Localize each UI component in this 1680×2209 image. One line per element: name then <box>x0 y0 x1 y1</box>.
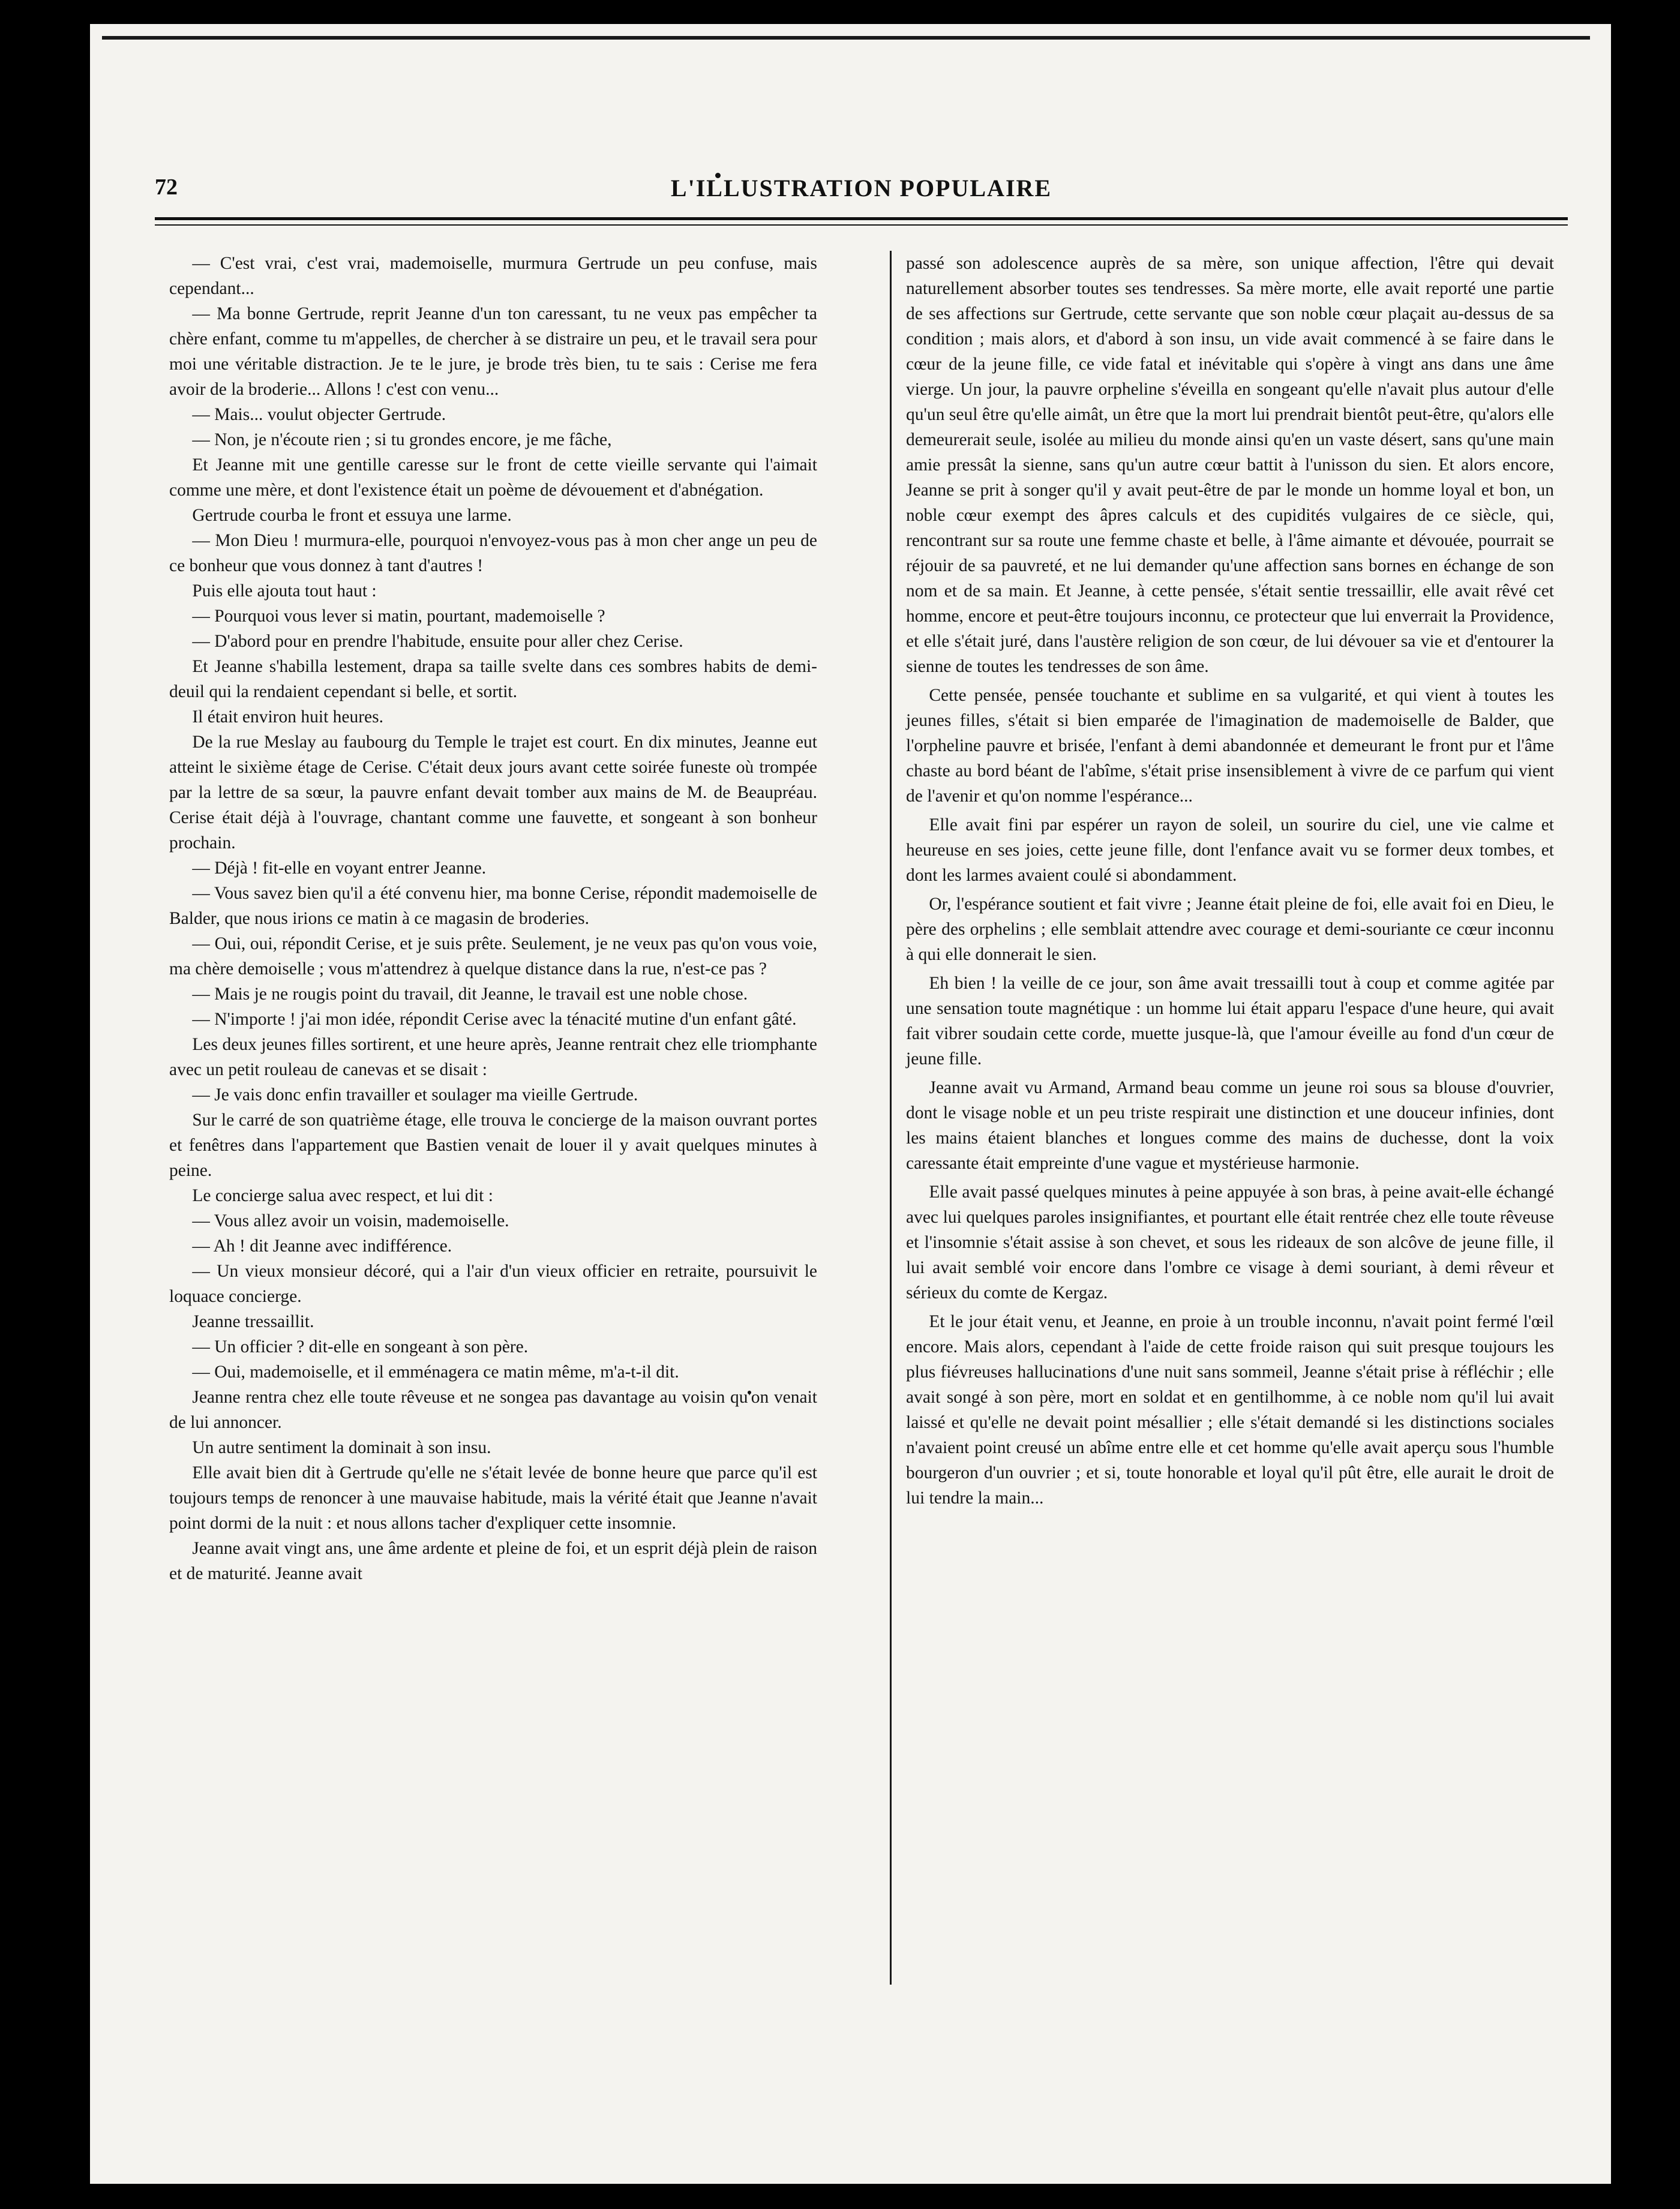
paragraph: passé son adolescence auprès de sa mère, son unique affection, l'être qui devait naturellement absorber toutes ses tendresses. Sa mère morte, elle avait reporté une partie de ses affections sur Gertrude, cette servante que son noble cœur plaçait au-dessus de sa condition ; mais alors, et d'abord à son insu, un vide avait commencé à se faire dans le cœur de la jeune fille, ce vide fatal et inévitable qui s'opère à vingt ans dans une âme vierge. Un jour, la pauvre orpheline s'éveilla en songeant qu'elle n'avait plus autour d'elle qu'un seul être qu'elle aimât, un être que la mort lui prendrait bientôt peut-être, qu'alors elle demeurerait seule, isolée au milieu du monde ainsi qu'en un vaste désert, sans qu'une main amie pressât la sienne, sans qu'un autre cœur battit à l'unisson du sien. Et alors encore, Jeanne se prit à songer qu'il y avait peut-être de par le monde un homme loyal et bon, un noble cœur exempt des âpres calculs et des cupidités vulgaires de ce siècle, qui, rencontrant sur sa route une femme chaste et belle, à l'âme aimante et dévouée, pourrait se réjouir de sa pauvreté, et ne lui demander qu'une affection sans bornes en échange de son nom et de sa main. Et Jeanne, à cette pensée, s'était sentie tressaillir, elle avait rêvé cet homme, encore et peut-être toujours inconnu, ce protecteur que lui enverrait la Providence, et elle s'était juré, dans l'austère religion de son cœur, de lui dévouer sa vie et d'entourer la sienne de toutes les tendresses de son âme. <box>906 254 1554 676</box>
paragraph: — Non, je n'écoute rien ; si tu grondes encore, je me fâche, <box>192 430 612 449</box>
paragraph: Jeanne tressaillit. <box>192 1312 314 1331</box>
paragraph: Il était environ huit heures. <box>192 707 384 727</box>
paragraph: Puis elle ajouta tout haut : <box>192 581 377 601</box>
paragraph: Les deux jeunes filles sortirent, et une heure après, Jeanne rentrait chez elle triomphante avec un petit rouleau de canevas et se disait : <box>169 1035 817 1079</box>
paragraph: — C'est vrai, c'est vrai, mademoiselle, murmura Gertrude un peu confuse, mais cependant... <box>169 254 817 298</box>
paragraph: — N'importe ! j'ai mon idée, répondit Cerise avec la ténacité mutine d'un enfant gâté. <box>192 1010 797 1029</box>
column-divider <box>890 251 892 1985</box>
paragraph: Eh bien ! la veille de ce jour, son âme avait tressailli tout à coup et comme agitée par une sensation toute magnétique : un homme lui était apparu l'espace d'une heure, qui avait fait vibrer soudain cette corde, muette jusque-là, que l'amour éveille au fond d'un cœur de jeune fille. <box>906 974 1554 1069</box>
paragraph: Jeanne rentra chez elle toute rêveuse et ne songea pas davantage au voisin qu'on venait de lui annoncer. <box>169 1388 817 1432</box>
paragraph: — Déjà ! fit-elle en voyant entrer Jeanne. <box>192 859 487 878</box>
paragraph: — Mais... voulut objecter Gertrude. <box>192 405 446 424</box>
paragraph: Et Jeanne s'habilla lestement, drapa sa taille svelte dans ces sombres habits de demi-deuil qui la rendaient cependant si belle, et sortit. <box>169 657 817 701</box>
newspaper-page <box>90 24 1611 2184</box>
paragraph: Et Jeanne mit une gentille caresse sur le front de cette vieille servante qui l'aimait comme une mère, et dont l'existence était un poème de dévouement et d'abnégation. <box>169 455 817 500</box>
paragraph: — Un vieux monsieur décoré, qui a l'air d'un vieux officier en retraite, poursuivit le loquace concierge. <box>169 1262 817 1306</box>
page-header <box>155 174 1568 210</box>
right-column <box>906 251 1554 1511</box>
paragraph: — Mais je ne rougis point du travail, dit Jeanne, le travail est une noble chose. <box>192 985 748 1004</box>
paragraph: — Pourquoi vous lever si matin, pourtant, mademoiselle ? <box>192 607 605 626</box>
paragraph: Elle avait fini par espérer un rayon de soleil, un sourire du ciel, une vie calme et heureuse en ses joies, cette jeune fille, dont l'enfance avait vu se former deux tombes, et dont les larmes avaient coulé si abondamment. <box>906 815 1554 885</box>
paragraph: — Je vais donc enfin travailler et soulager ma vieille Gertrude. <box>192 1085 638 1104</box>
left-column <box>169 251 817 1586</box>
header-rule-thin <box>155 224 1568 226</box>
paragraph: Or, l'espérance soutient et fait vivre ; Jeanne était pleine de foi, elle avait foi en Dieu, le père des orphelins ; elle semblait attendre avec courage et demi-souriante ce cœur inconnu à qui elle donnerait le sien. <box>906 895 1554 964</box>
paragraph: Et le jour était venu, et Jeanne, en proie à un trouble inconnu, n'avait point fermé l'œil encore. Mais alors, cependant à l'aide de cette froide raison qui suit presque toujours les plus fiévreuses hallucinations d'une nuit sans sommeil, Jeanne s'était prise à réfléchir ; elle avait songé à son père, mort en soldat et en gentilhomme, à ce noble nom qu'il lui avait laissé et qu'elle ne devait point mésallier ; elle s'était demandé si les distinctions sociales n'avaient point creusé un abîme entre elle et cet homme qu'elle avait aperçu sous l'humble bourgeron d'un ouvrier ; et si, toute honorable et loyal qu'il pût être, elle aurait le droit de lui tendre la main... <box>906 1312 1554 1508</box>
paragraph: — Oui, mademoiselle, et il emménagera ce matin même, m'a-t-il dit. <box>192 1362 679 1382</box>
paragraph: — Vous savez bien qu'il a été convenu hier, ma bonne Cerise, répondit mademoiselle de Balder, que nous irions ce matin à ce magasin de broderies. <box>169 884 817 928</box>
paragraph: Cette pensée, pensée touchante et sublime en sa vulgarité, et qui vient à toutes les jeunes filles, s'était si bien emparée de l'imagination de mademoiselle de Balder, que l'orpheline pauvre et brisée, l'enfant à demi abandonnée et demeurant le front pur et l'âme chaste au bord béant de l'abîme, s'était prise insensiblement à vivre de ce parfum qui vient de l'avenir et qu'on nomme l'espérance... <box>906 686 1554 806</box>
header-rule <box>155 217 1568 220</box>
top-border <box>102 36 1590 40</box>
paragraph: Elle avait passé quelques minutes à peine appuyée à son bras, à peine avait-elle échangé avec lui quelques paroles insignifiantes, et pourtant elle était rentrée chez elle toute rêveuse et l'insomnie s'était assise à son chevet, et sous les rideaux de son alcôve de jeune fille, il lui avait semblé voir encore dans l'ombre ce visage à demi souriant, à demi rêveur et sérieux du comte de Kergaz. <box>906 1182 1554 1302</box>
paragraph: — Un officier ? dit-elle en songeant à son père. <box>192 1337 529 1356</box>
paragraph: — Ma bonne Gertrude, reprit Jeanne d'un ton caressant, tu ne veux pas empêcher ta chère enfant, comme tu m'appelles, de chercher à se distraire un peu, et le travail sera pour moi une véritable distraction. Je te le jure, je brode très bien, tu te sais : Cerise me fera avoir de la broderie... Allons ! c'est con venu... <box>169 304 817 399</box>
paragraph: Jeanne avait vu Armand, Armand beau comme un jeune roi sous sa blouse d'ouvrier, dont le visage noble et un peu triste respirait une distinction et une douceur infinies, dont les mains étaient blanches et longues comme des mains de duchesse, dont la voix caressante était empreinte d'une vague et mystérieuse harmonie. <box>906 1078 1554 1173</box>
paragraph: Le concierge salua avec respect, et lui dit : <box>192 1186 493 1205</box>
paragraph: — Ah ! dit Jeanne avec indifférence. <box>192 1236 452 1256</box>
paragraph: De la rue Meslay au faubourg du Temple le trajet est court. En dix minutes, Jeanne eut atteint le sixième étage de Cerise. C'était deux jours avant cette soirée funeste où trompée par la lettre de sa sœur, la pauvre enfant devait tomber aux mains de M. de Beaupréau. Cerise était déjà à l'ouvrage, chantant comme une fauvette, et songeant à son bonheur prochain. <box>169 733 817 853</box>
paragraph: — Vous allez avoir un voisin, mademoiselle. <box>192 1211 509 1230</box>
paragraph: Sur le carré de son quatrième étage, elle trouva le concierge de la maison ouvrant portes et fenêtres dans l'appartement que Bastien venait de louer il y avait quelques minutes à peine. <box>169 1110 817 1180</box>
paragraph: Un autre sentiment la dominait à son insu. <box>192 1438 491 1457</box>
paragraph: Jeanne avait vingt ans, une âme ardente et pleine de foi, et un esprit déjà plein de raison et de maturité. Jeanne avait <box>169 1539 817 1583</box>
running-title: L'ILLUSTRATION POPULAIRE <box>670 175 1052 202</box>
paragraph: — Mon Dieu ! murmura-elle, pourquoi n'envoyez-vous pas à mon cher ange un peu de ce bonheur que vous donnez à tant d'autres ! <box>169 531 817 575</box>
paragraph: — D'abord pour en prendre l'habitude, ensuite pour aller chez Cerise. <box>192 632 683 651</box>
page-number: 72 <box>155 175 178 200</box>
paragraph: — Oui, oui, répondit Cerise, et je suis prête. Seulement, je ne veux pas qu'on vous voie, ma chère demoiselle ; vous m'attendrez à quelque distance dans la rue, n'est-ce pas ? <box>169 934 817 979</box>
paragraph: Elle avait bien dit à Gertrude qu'elle ne s'était levée de bonne heure que parce qu'il est toujours temps de renoncer à une mauvaise habitude, mais la vérité était que Jeanne n'avait point dormi de la nuit : et nous allons tacher d'expliquer cette insomnie. <box>169 1463 817 1533</box>
paragraph: Gertrude courba le front et essuya une larme. <box>192 506 512 525</box>
